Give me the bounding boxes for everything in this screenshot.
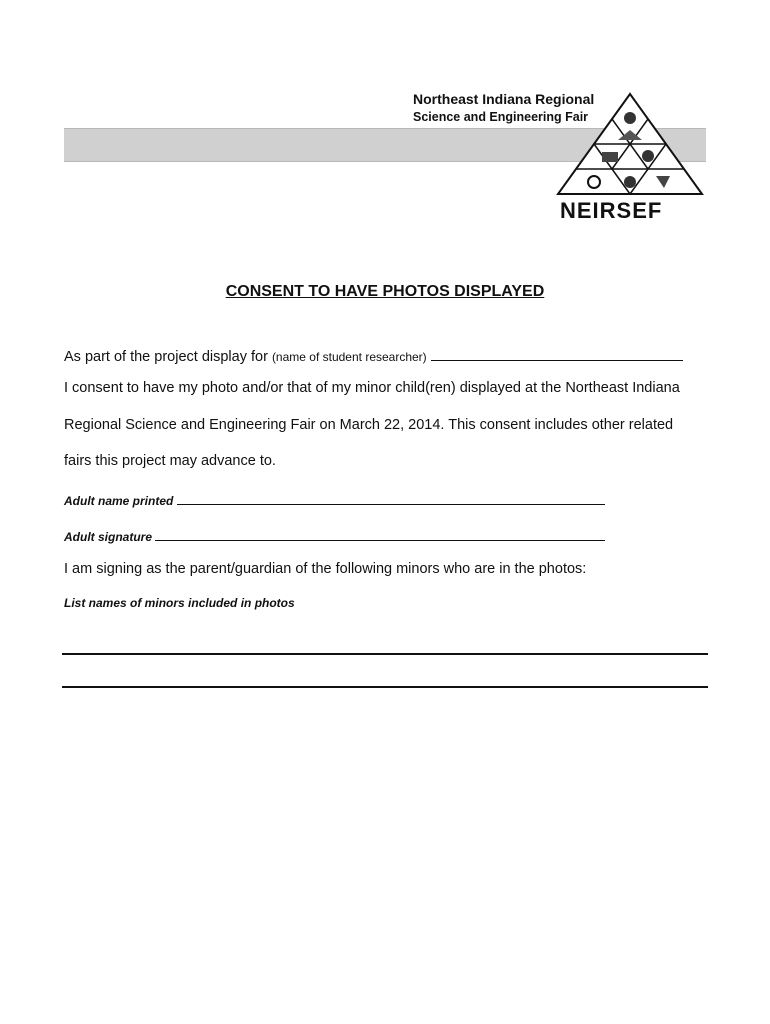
org-name-line1: Northeast Indiana Regional bbox=[413, 91, 595, 107]
project-prefix: As part of the project display for bbox=[64, 349, 268, 365]
minors-line-2[interactable] bbox=[62, 686, 708, 688]
adult-name-row bbox=[64, 490, 605, 508]
org-name-line2: Science and Engineering Fair bbox=[413, 110, 589, 124]
project-hint: (name of student researcher) bbox=[271, 350, 427, 364]
adult-signature-label: Adult signature bbox=[64, 530, 153, 544]
consent-line-3: fairs this project may advance to. bbox=[64, 453, 276, 469]
project-line bbox=[64, 346, 683, 365]
logo-wordmark: NEIRSEF bbox=[560, 198, 663, 223]
consent-line-1: I consent to have my photo and/or that of my minor child(ren) displayed at the Northeast Indiana bbox=[64, 380, 680, 396]
minors-label: List names of minors included in photos bbox=[64, 596, 295, 610]
adult-signature-row bbox=[64, 526, 605, 544]
adult-signature-field[interactable] bbox=[155, 526, 605, 541]
adult-name-field[interactable] bbox=[177, 490, 605, 505]
page-title: CONSENT TO HAVE PHOTOS DISPLAYED bbox=[225, 283, 545, 300]
student-name-field[interactable] bbox=[431, 346, 683, 361]
guardian-statement: I am signing as the parent/guardian of the following minors who are in the photos: bbox=[64, 561, 587, 577]
minors-line-1[interactable] bbox=[62, 653, 708, 655]
adult-name-label: Adult name printed bbox=[64, 494, 174, 508]
consent-line-2: Regional Science and Engineering Fair on March 22, 2014. This consent includes other related bbox=[64, 417, 674, 433]
